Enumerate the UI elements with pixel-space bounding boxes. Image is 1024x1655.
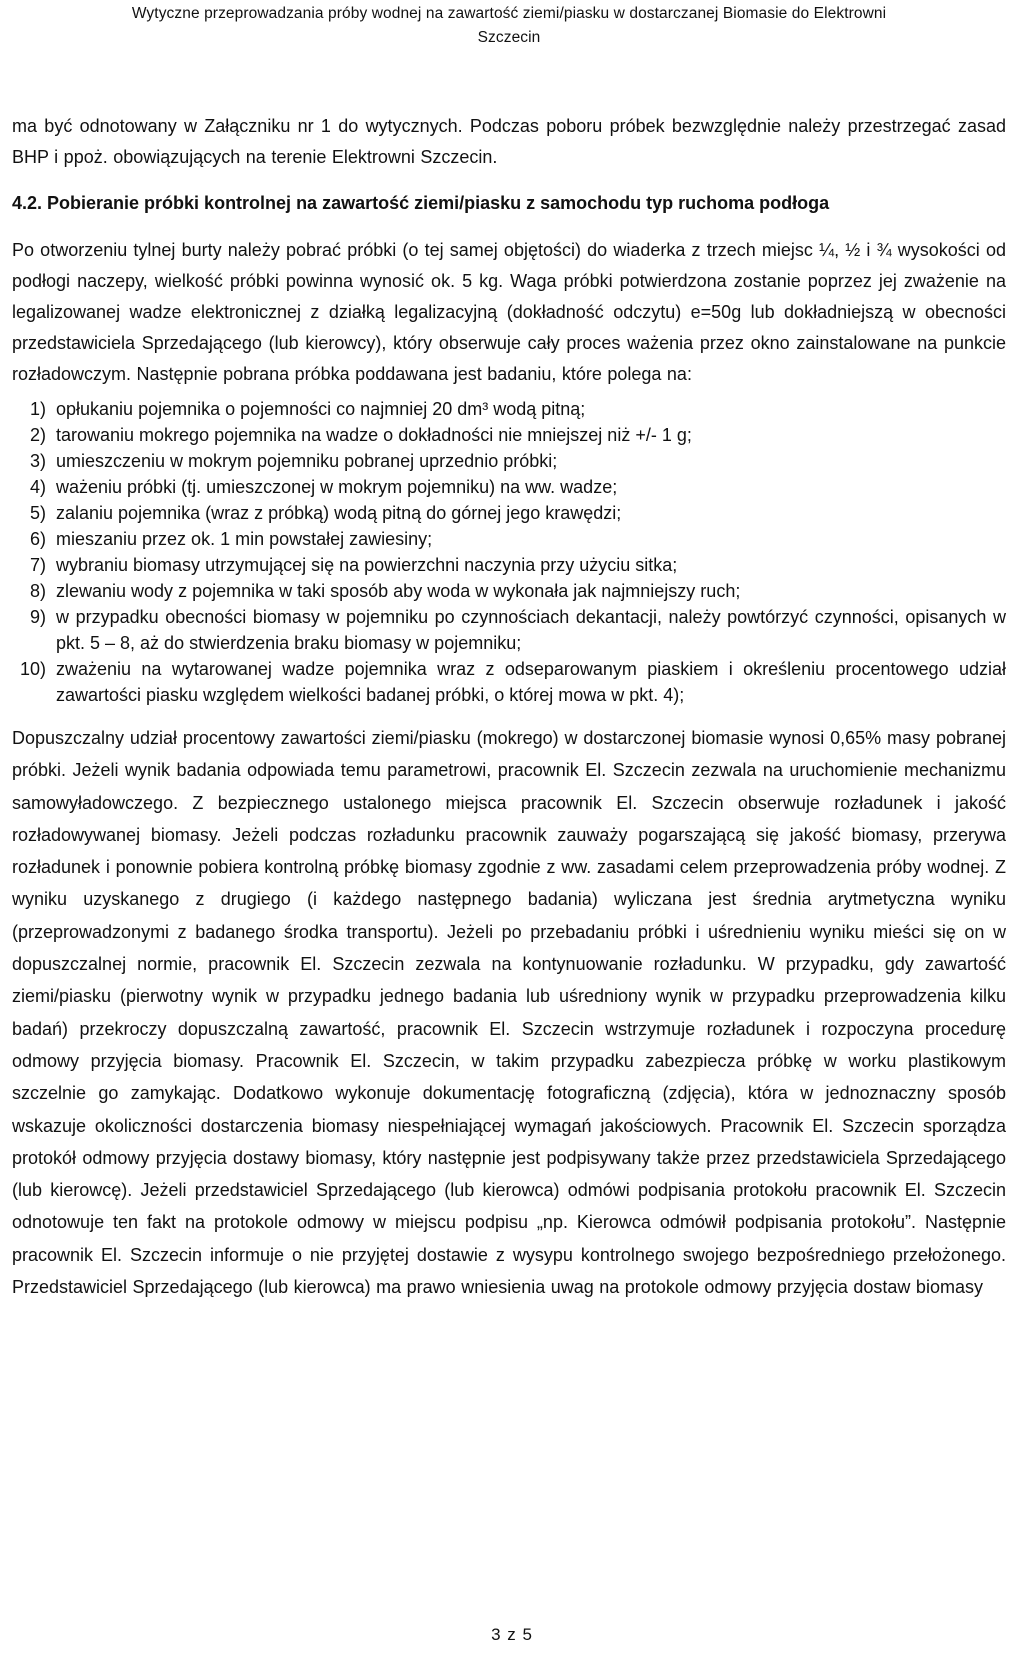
list-item [12, 526, 1006, 552]
list-item [12, 474, 1006, 500]
list-item [12, 578, 1006, 604]
list-item [12, 604, 1006, 656]
step-text: wybraniu biomasy utrzymującej się na powierzchni naczynia przy użyciu sitka; [56, 555, 678, 575]
intro-paragraph: ma być odnotowany w Załączniku nr 1 do wytycznych. Podczas poboru próbek bezwzględnie należy przestrzegać zasad BHP i ppoż. obowiązujących na terenie Elektrowni Szczecin. [12, 116, 1006, 167]
list-item [12, 656, 1006, 708]
page-header [12, 0, 1006, 50]
step-number: 1) [29, 399, 46, 419]
list-item [12, 500, 1006, 526]
list-item [12, 448, 1006, 474]
step-text: zlewaniu wody z pojemnika w taki sposób aby woda w wykonała jak najmniejszy ruch; [56, 581, 741, 601]
step-number: 8) [29, 581, 46, 601]
page-number: 3 z 5 [491, 1625, 533, 1644]
step-text: tarowaniu mokrego pojemnika na wadze o dokładności nie mniejszej niż +/- 1 g; [56, 425, 692, 445]
section-heading: 4.2. Pobieranie próbki kontrolnej na zawartość ziemi/piasku z samochodu typ ruchoma podłoga [12, 193, 830, 213]
procedure-steps-list [12, 396, 1006, 708]
list-item [12, 422, 1006, 448]
step-number: 4) [29, 477, 46, 497]
step-text: w przypadku obecności biomasy w pojemniku po czynnościach dekantacji, należy powtórzyć czynności, opisanych w pkt. 5 – 8, aż do stwierdzenia braku biomasy w pojemniku; [56, 607, 1006, 653]
step-text: opłukaniu pojemnika o pojemności co najmniej 20 dm³ wodą pitną; [56, 399, 586, 419]
step-number: 6) [29, 529, 46, 549]
list-item [12, 396, 1006, 422]
list-item [12, 552, 1006, 578]
header-title-line-1: Wytyczne przeprowadzania próby wodnej na zawartość ziemi/piasku w dostarczanej Biomasie do Elektrowni [131, 5, 887, 22]
step-number: 5) [29, 503, 46, 523]
step-number: 2) [29, 425, 46, 445]
step-number: 7) [29, 555, 46, 575]
step-number: 10) [19, 659, 46, 679]
step-number: 3) [29, 451, 46, 471]
step-number: 9) [29, 607, 46, 627]
conclusion-paragraph: Dopuszczalny udział procentowy zawartości ziemi/piasku (mokrego) w dostarczonej biomasie wynosi 0,65% masy pobranej próbki. Jeżeli wynik badania odpowiada temu parametrowi, pracownik El. Szczecin zezwala na uruchomienie mechanizmu samowyładowczego. Z bezpiecznego ustalonego miejsca pracownik El. Szczecin obserwuje rozładunek i jakość rozładowywanej biomasy. Jeżeli podczas rozładunku pracownik zauważy pogarszającą się jakość biomasy, przerywa rozładunek i ponownie pobiera kontrolną próbkę biomasy zgodnie z ww. zasadami celem przeprowadzenia próby wodnej. Z wyniku uzyskanego z drugiego (i każdego następnego badania) wyliczana jest średnia arytmetyczna wyniku (przeprowadzonymi z badanego środka transportu). Jeżeli po przebadaniu próbki i uśrednieniu wyniku mieści się on w dopuszczalnej normie, pracownik El. Szczecin zezwala na kontynuowanie rozładunku. W przypadku, gdy zawartość ziemi/piasku (pierwotny wynik w przypadku jednego badania lub uśredniony wynik w przypadku przeprowadzenia kilku badań) przekroczy dopuszczalną zawartość, pracownik El. Szczecin wstrzymuje rozładunek i rozpoczyna procedurę odmowy przyjęcia biomasy. Pracownik El. Szczecin, w takim przypadku zabezpiecza próbkę w worku plastikowym szczelnie go zamykając. Dodatkowo wykonuje dokumentację fotograficzną (zdjęcia), która w jednoznaczny sposób wskazuje okoliczności dostarczenia biomasy niespełniającej wymagań jakościowych. Pracownik El. Szczecin sporządza protokół odmowy przyjęcia dostawy biomasy, który następnie jest podpisywany także przez przedstawiciela Sprzedającego (lub kierowcę). Jeżeli przedstawiciel Sprzedającego (lub kierowca) odmówi podpisania protokołu pracownik El. Szczecin odnotowuje ten fakt na protokole odmowy w miejscu podpisu „np. Kierowca odmówił podpisania protokołu”. Następnie pracownik El. Szczecin informuje o nie przyjętej dostawie z wysypu kontrolnego swojego bezpośredniego przełożonego. Przedstawiciel Sprzedającego (lub kierowca) ma prawo wniesienia uwag na protokole odmowy przyjęcia dostaw biomasy [12, 728, 1006, 1298]
step-text: ważeniu próbki (tj. umieszczonej w mokrym pojemniku) na ww. wadze; [56, 477, 618, 497]
header-title-line-2: Szczecin [477, 29, 541, 46]
main-paragraph: Po otworzeniu tylnej burty należy pobrać próbki (o tej samej objętości) do wiaderka z trzech miejsc ¼, ½ i ¾ wysokości od podłogi naczepy, wielkość próbki powinna wynosić ok. 5 kg. Waga próbki potwierdzona zostanie poprzez jej zważenie na legalizowanej wadze elektronicznej z działką legalizacyjną (dokładność odczytu) e=50g lub dokładniejszą w obecności przedstawiciela Sprzedającego (lub kierowcy), który obserwuje cały proces ważenia przez okno zainstalowane na punkcie rozładowczym. Następnie pobrana próbka poddawana jest badaniu, które polega na: [12, 240, 1006, 384]
step-text: mieszaniu przez ok. 1 min powstałej zawiesiny; [56, 529, 433, 549]
step-text: zalaniu pojemnika (wraz z próbką) wodą pitną do górnej jego krawędzi; [56, 503, 622, 523]
step-text: zważeniu na wytarowanej wadze pojemnika wraz z odseparowanym piaskiem i określeniu procentowego udział zawartości piasku względem wielkości badanej próbki, o której mowa w pkt. 4); [56, 659, 1006, 705]
step-text: umieszczeniu w mokrym pojemniku pobranej uprzednio próbki; [56, 451, 558, 471]
